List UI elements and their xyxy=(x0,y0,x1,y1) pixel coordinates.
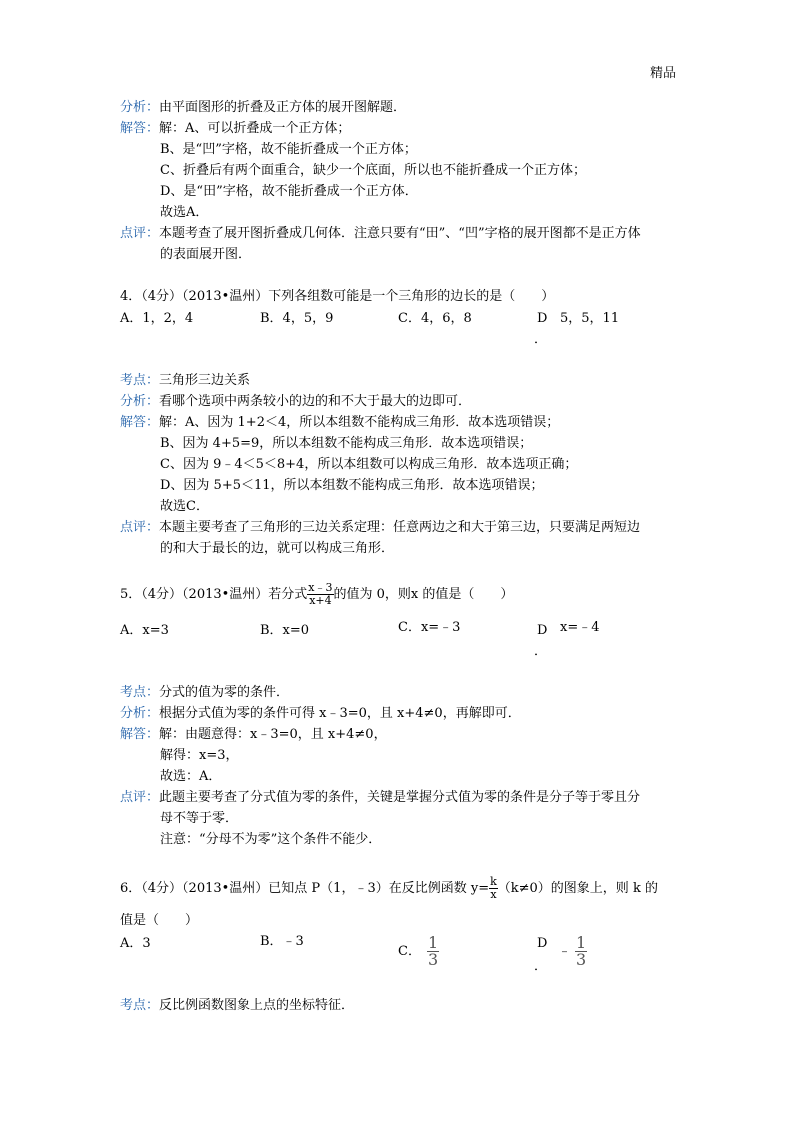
option-c-fraction xyxy=(427,935,439,968)
comment-line: 此题主要考查了分式值为零的条件，关键是掌握分式值为零的条件是分子等于零且分 xyxy=(159,790,641,805)
comment-line: 母不等于零． xyxy=(160,811,239,826)
q4-stem: 4．（4分）（2013•温州）下列各组数可能是一个三角形的边长的是（ ） xyxy=(120,289,555,304)
analysis-label: 分析： xyxy=(120,100,160,115)
q5-point xyxy=(120,684,289,702)
q6-stem xyxy=(120,874,658,904)
answer-label: 解答： xyxy=(120,415,160,430)
q6-option-d xyxy=(558,935,587,968)
q4-option-d-letter: D xyxy=(537,311,548,326)
answer-line: B、是“凹”字格，故不能折叠成一个正方体； xyxy=(160,142,417,157)
q6-fraction xyxy=(489,876,498,901)
fraction-denominator: x xyxy=(490,888,497,901)
fraction-denominator: x+4 xyxy=(309,594,332,607)
fraction-numerator: k xyxy=(490,875,497,888)
analysis-text: 根据分式值为零的条件可得 x﹣3=0，且 x+4≠0，再解即可． xyxy=(159,706,521,721)
q6-option-d-letter: D xyxy=(537,936,548,951)
fraction-numerator: x﹣3 xyxy=(308,581,333,594)
q6-stem-before: 6．（4分）（2013•温州）已知点 P（1，﹣3）在反比例函数 y= xyxy=(120,881,490,896)
point-text: 三角形三边关系 xyxy=(159,373,251,388)
q4-point xyxy=(120,372,250,390)
q5-stem xyxy=(120,580,513,610)
answer-line: 解：A、可以折叠成一个正方体； xyxy=(159,121,351,136)
answer-line: B、因为 4+5=9，所以本组数不能构成三角形．故本选项错误； xyxy=(160,436,533,451)
comment-line: 注意：“分母不为零”这个条件不能少． xyxy=(160,832,382,847)
q6-point xyxy=(120,997,354,1015)
q5-answer xyxy=(120,726,387,744)
q6-stem-after: （k≠0）的图象上，则 k 的 xyxy=(497,881,658,896)
q5-option-b: B．x=0 xyxy=(260,623,310,638)
answer-label: 解答： xyxy=(120,121,160,136)
option-d-fraction xyxy=(575,935,587,968)
answer-line: 故选：A． xyxy=(160,769,222,784)
q5-analysis xyxy=(120,705,521,723)
q4-option-b: B．4，5，9 xyxy=(260,311,334,326)
analysis-label: 分析： xyxy=(120,394,160,409)
point-label: 考点： xyxy=(120,998,160,1013)
q6-stem-line2: 值是（ ） xyxy=(120,913,199,928)
comment-line: 的和大于最长的边，就可以构成三角形． xyxy=(160,541,395,556)
q5-stem-before: 5．（4分）（2013•温州）若分式 xyxy=(120,587,308,602)
q4-answer xyxy=(120,414,559,432)
analysis-text: 由平面图形的折叠及正方体的展开图解题． xyxy=(159,100,407,115)
q4-comment xyxy=(120,519,640,537)
q6-option-b: B．﹣3 xyxy=(260,934,304,949)
q4-option-a: A．1，2，4 xyxy=(120,311,194,326)
q6-option-c xyxy=(398,935,439,968)
answer-line: D、是“田”字格，故不能折叠成一个正方体． xyxy=(160,184,418,199)
answer-line: 解得：x=3， xyxy=(160,748,239,763)
q4-option-d-value: 5，5，11 xyxy=(560,311,620,326)
point-label: 考点： xyxy=(120,373,160,388)
comment-line: 的表面展开图． xyxy=(160,247,252,262)
point-label: 考点： xyxy=(120,685,160,700)
q4-analysis xyxy=(120,393,471,411)
q3-analysis xyxy=(120,99,406,117)
fraction-numerator: 1 xyxy=(427,933,439,952)
answer-line: 故选A． xyxy=(160,205,209,220)
fraction-denominator: 3 xyxy=(576,950,587,969)
point-text: 反比例函数图象上点的坐标特征． xyxy=(159,998,355,1013)
answer-label: 解答： xyxy=(120,727,160,742)
point-text: 分式的值为零的条件． xyxy=(159,685,290,700)
fraction-denominator: 3 xyxy=(427,950,439,969)
q3-answer xyxy=(120,120,350,138)
answer-line: D、因为 5+5＜11，所以本组数不能构成三角形．故本选项错误； xyxy=(160,478,544,493)
analysis-text: 看哪个选项中两条较小的边的和不大于最大的边即可． xyxy=(159,394,472,409)
comment-line: 本题考查了展开图折叠成几何体．注意只要有“田”、“凹”字格的展开图都不是正方体 xyxy=(159,226,641,241)
q5-option-a: A．x=3 xyxy=(120,623,169,638)
answer-line: 解：A、因为 1+2＜4，所以本组数不能构成三角形．故本选项错误； xyxy=(159,415,560,430)
answer-line: 故选C． xyxy=(160,499,209,514)
answer-line: C、折叠后有两个面重合，缺少一个底面，所以也不能折叠成一个正方体； xyxy=(160,163,586,178)
q3-comment xyxy=(120,225,641,243)
q5-fraction xyxy=(307,582,333,607)
comment-line: 本题主要考查了三角形的三边关系定理：任意两边之和大于第三边，只要满足两短边 xyxy=(159,520,641,535)
q6-option-a: A．3 xyxy=(120,936,151,951)
q5-option-c: C．x=﹣3 xyxy=(398,620,461,635)
analysis-label: 分析： xyxy=(120,706,160,721)
q5-option-d-dot: ． xyxy=(534,644,548,659)
page-header: 精品 xyxy=(650,66,677,81)
comment-label: 点评： xyxy=(120,790,160,805)
comment-label: 点评： xyxy=(120,520,160,535)
option-d-sign: ﹣ xyxy=(558,944,572,959)
q5-stem-after: 的值为 0，则x 的值是（ ） xyxy=(333,587,514,602)
fraction-numerator: 1 xyxy=(576,933,587,952)
answer-line: C、因为 9﹣4＜5＜8+4，所以本组数可以构成三角形．故本选项正确； xyxy=(160,457,578,472)
comment-label: 点评： xyxy=(120,226,160,241)
q5-option-d-letter: D xyxy=(537,623,548,638)
q6-option-d-dot: ． xyxy=(534,959,548,974)
q5-option-d-value: x=﹣4 xyxy=(560,620,600,635)
q4-option-d-dot: ． xyxy=(534,332,548,347)
option-c-prefix: C． xyxy=(398,944,421,959)
q4-option-c: C．4，6，8 xyxy=(398,311,472,326)
answer-line: 解：由题意得：x﹣3=0，且 x+4≠0， xyxy=(159,727,387,742)
q5-comment xyxy=(120,789,640,807)
